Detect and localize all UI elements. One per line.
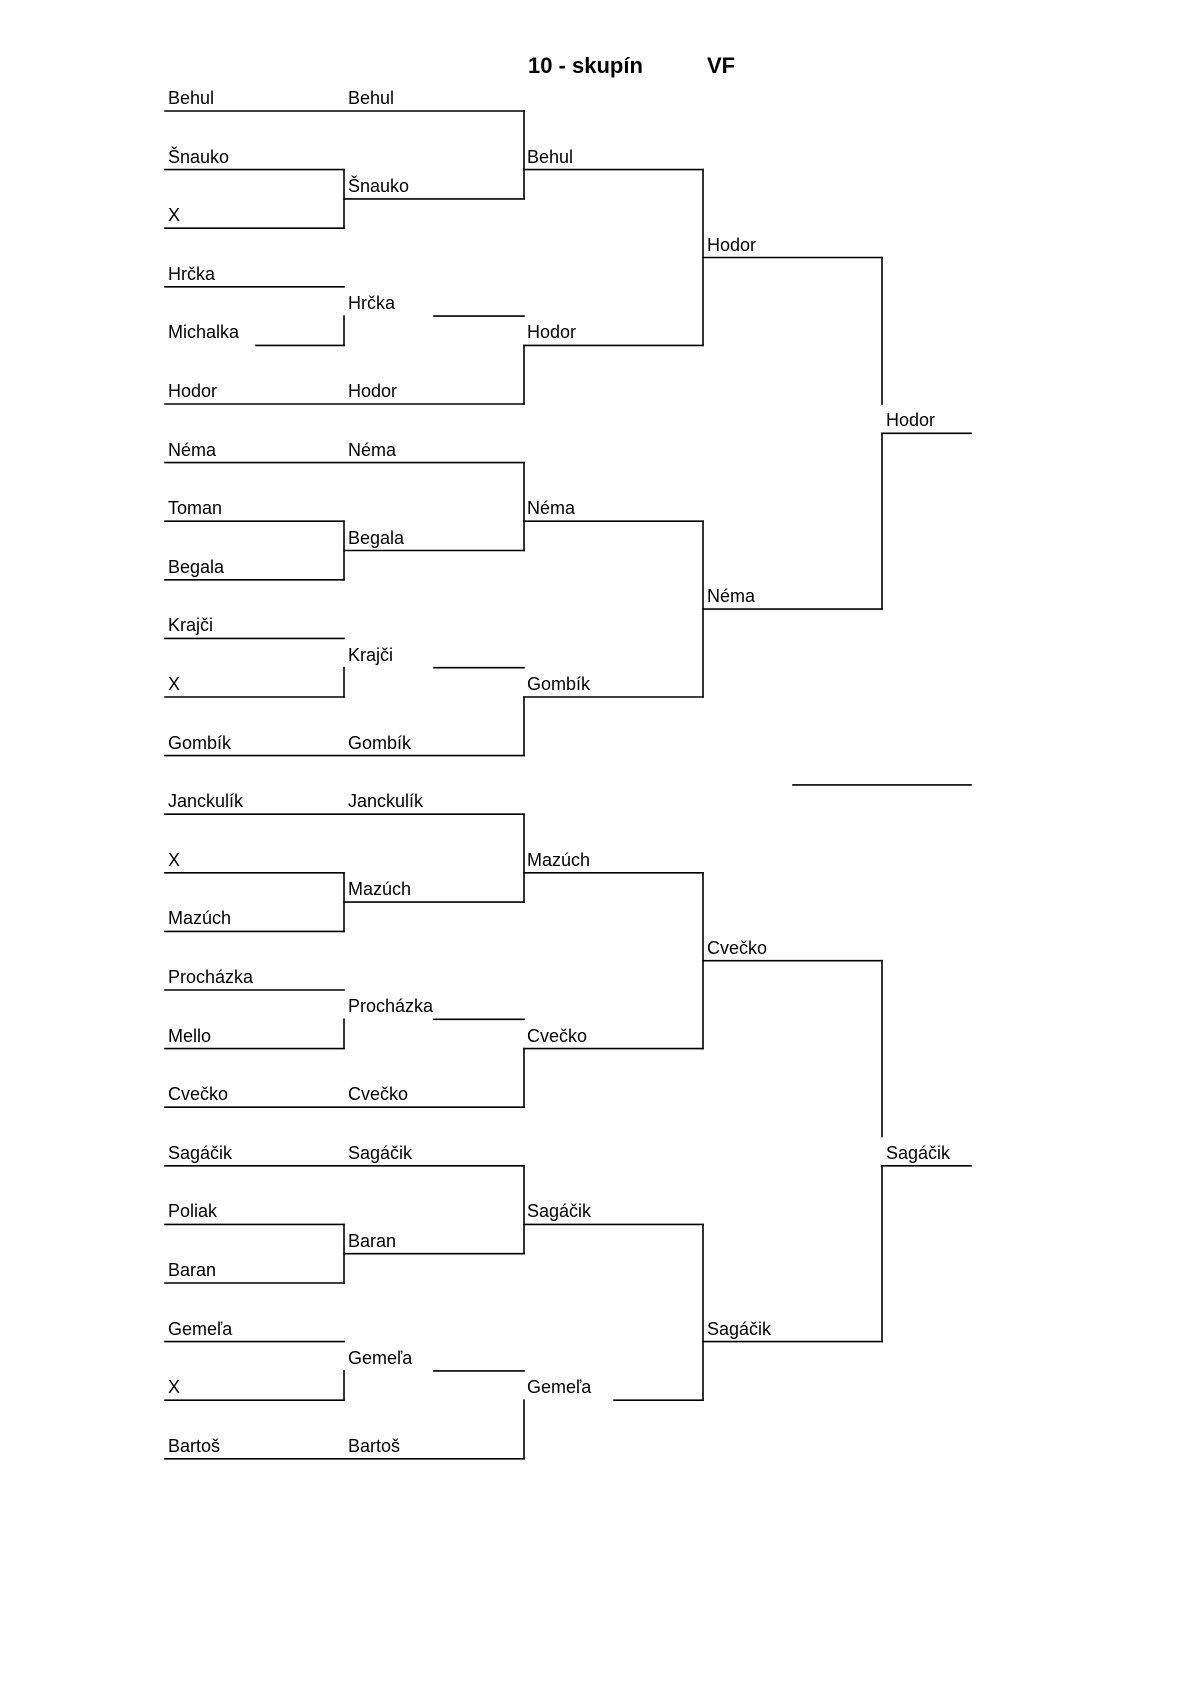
round1-player: Mello [168, 1025, 212, 1046]
round1-player: Poliak [168, 1201, 218, 1222]
round3-player: Sagáčik [527, 1201, 592, 1222]
round1-player: Gemeľa [168, 1318, 233, 1339]
round1-player: Sagáčik [168, 1142, 233, 1163]
round1-player: Michalka [168, 322, 240, 343]
round3-player: Behul [527, 146, 574, 167]
round2-player: Šnauko [348, 175, 410, 196]
round1-player: X [168, 205, 181, 226]
round2-player: Procházka [348, 996, 434, 1017]
bracket-block-1 [165, 111, 971, 609]
round2-player: Gombík [348, 732, 412, 753]
round2-player: Begala [348, 527, 405, 548]
round1-player: Šnauko [168, 146, 230, 167]
round4-player: Hodor [707, 234, 757, 255]
round4-player: Sagáčik [707, 1318, 772, 1339]
round2-player: Baran [348, 1230, 397, 1251]
round1-player: Baran [168, 1260, 217, 1280]
round1-player: Janckulík [168, 791, 244, 812]
round1-player: Hodor [168, 381, 218, 401]
round3-player: Gemeľa [527, 1377, 592, 1398]
bracket-block-2 [165, 463, 882, 756]
round1-player: Gombík [168, 732, 232, 753]
round3-player: Gombík [527, 674, 591, 694]
round2-player: Bartoš [348, 1435, 401, 1456]
round1-player: Cvečko [168, 1084, 229, 1105]
round1-player: Toman [168, 498, 223, 519]
stage-label: VF [707, 53, 736, 78]
round1-player: Hrčka [168, 263, 216, 284]
round3-player: Mazúch [527, 849, 591, 870]
round2-player: Gemeľa [348, 1347, 413, 1368]
round2-player: Krajči [348, 644, 394, 665]
round1-player: X [168, 849, 181, 870]
round2-player: Sagáčik [348, 1142, 413, 1163]
bracket-block-3 [165, 814, 971, 1341]
round5-player: Hodor [886, 410, 936, 431]
round2-player: Hodor [348, 381, 398, 401]
round2-player: Janckulík [348, 791, 424, 812]
round1-player: Krajči [168, 615, 214, 636]
round2-player: Behul [348, 88, 395, 108]
round3-player: Hodor [527, 322, 577, 343]
round1-player: Begala [168, 556, 225, 577]
round1-player: Mazúch [168, 908, 232, 929]
bracket-block-4 [165, 1166, 882, 1459]
round5-player: Sagáčik [886, 1142, 951, 1163]
group-title: 10 - skupín [528, 53, 643, 78]
round3-player: Cvečko [527, 1025, 588, 1046]
round2-player: Cvečko [348, 1084, 409, 1105]
round1-player: X [168, 1377, 181, 1398]
round4-player: Néma [707, 586, 756, 607]
round1-player: Procházka [168, 967, 254, 987]
round2-player: Hrčka [348, 293, 396, 314]
round4-player: Cvečko [707, 937, 768, 958]
round1-player: Bartoš [168, 1435, 221, 1456]
round2-player: Néma [348, 439, 397, 460]
round2-player: Mazúch [348, 879, 412, 900]
round1-player: Néma [168, 439, 217, 460]
round1-player: Behul [168, 88, 215, 108]
round3-player: Néma [527, 498, 576, 519]
round1-player: X [168, 674, 181, 694]
